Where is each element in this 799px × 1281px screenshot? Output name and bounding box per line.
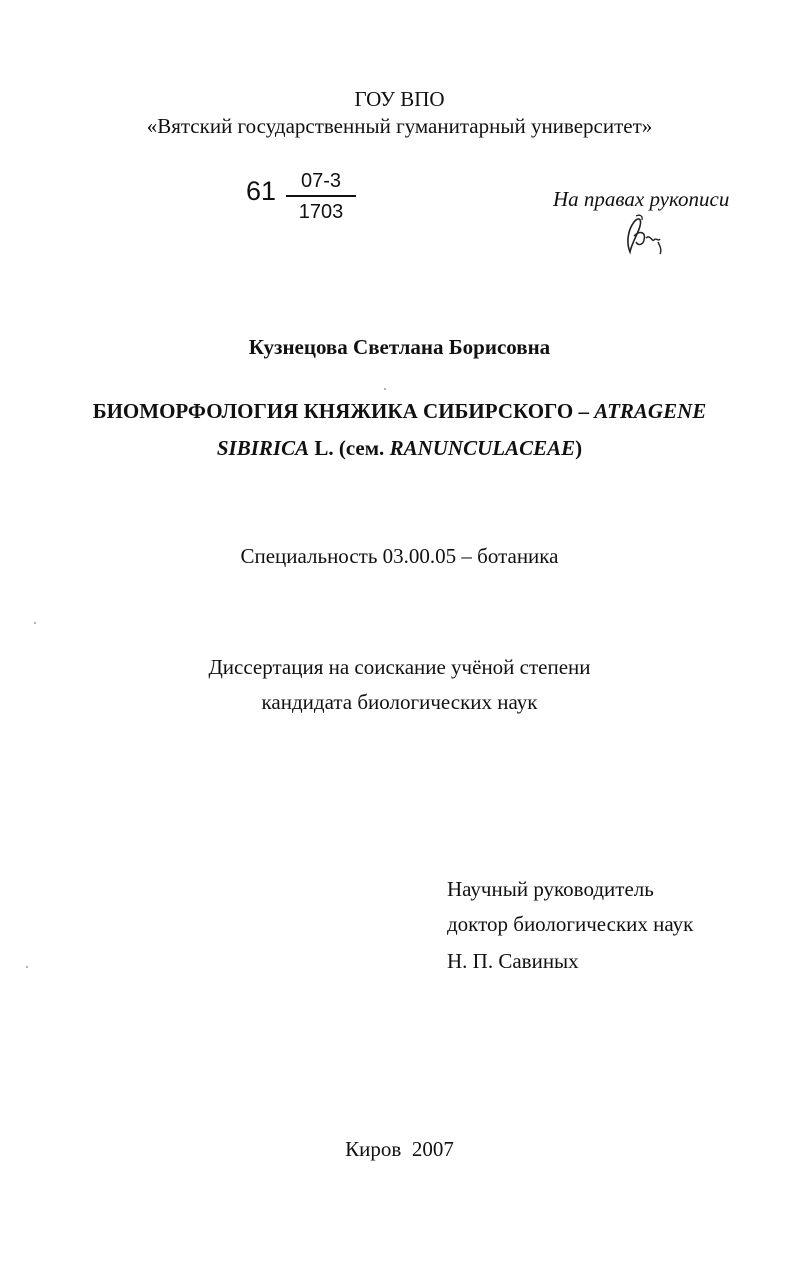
title-line1-text: БИОМОРФОЛОГИЯ КНЯЖИКА СИБИРСКОГО – bbox=[92, 399, 595, 423]
title-line2-latin2: RANUNCULACEAE bbox=[389, 436, 576, 460]
supervisor-degree: доктор биологических наук bbox=[447, 912, 694, 936]
title-line1-latin: ATRAGENE bbox=[594, 399, 707, 423]
catalog-main: 61 bbox=[246, 176, 277, 206]
city-year: Киров 2007 bbox=[345, 1137, 454, 1161]
title-line2-text1: L. (сем. bbox=[309, 436, 390, 460]
institution-name: «Вятский государственный гуманитарный университет» bbox=[146, 114, 653, 138]
manuscript-rights-note: На правах рукописи bbox=[553, 187, 730, 211]
title-line2-latin1: SIBIRICA bbox=[216, 436, 310, 460]
signature-icon bbox=[616, 212, 672, 258]
dissertation-title-line2 bbox=[0, 435, 799, 461]
author-name: Кузнецова Светлана Борисовна bbox=[248, 335, 551, 359]
institution-type: ГОУ ВПО bbox=[354, 87, 445, 111]
scan-speck bbox=[384, 388, 386, 390]
supervisor-name: Н. П. Савиных bbox=[447, 949, 579, 973]
specialty: Специальность 03.00.05 – ботаника bbox=[240, 544, 559, 568]
scan-speck bbox=[26, 966, 28, 968]
catalog-denominator: 1703 bbox=[298, 201, 344, 223]
title-line2-text2: ) bbox=[575, 436, 583, 460]
supervisor-label: Научный руководитель bbox=[447, 877, 654, 901]
dissertation-degree-line2: кандидата биологических наук bbox=[261, 690, 538, 714]
catalog-fraction-bar bbox=[286, 195, 356, 197]
catalog-number bbox=[246, 170, 366, 232]
dissertation-title-line1 bbox=[0, 398, 799, 424]
scan-speck bbox=[34, 622, 36, 624]
catalog-numerator: 07-3 bbox=[300, 170, 342, 192]
dissertation-degree-line1: Диссертация на соискание учёной степени bbox=[208, 655, 591, 679]
